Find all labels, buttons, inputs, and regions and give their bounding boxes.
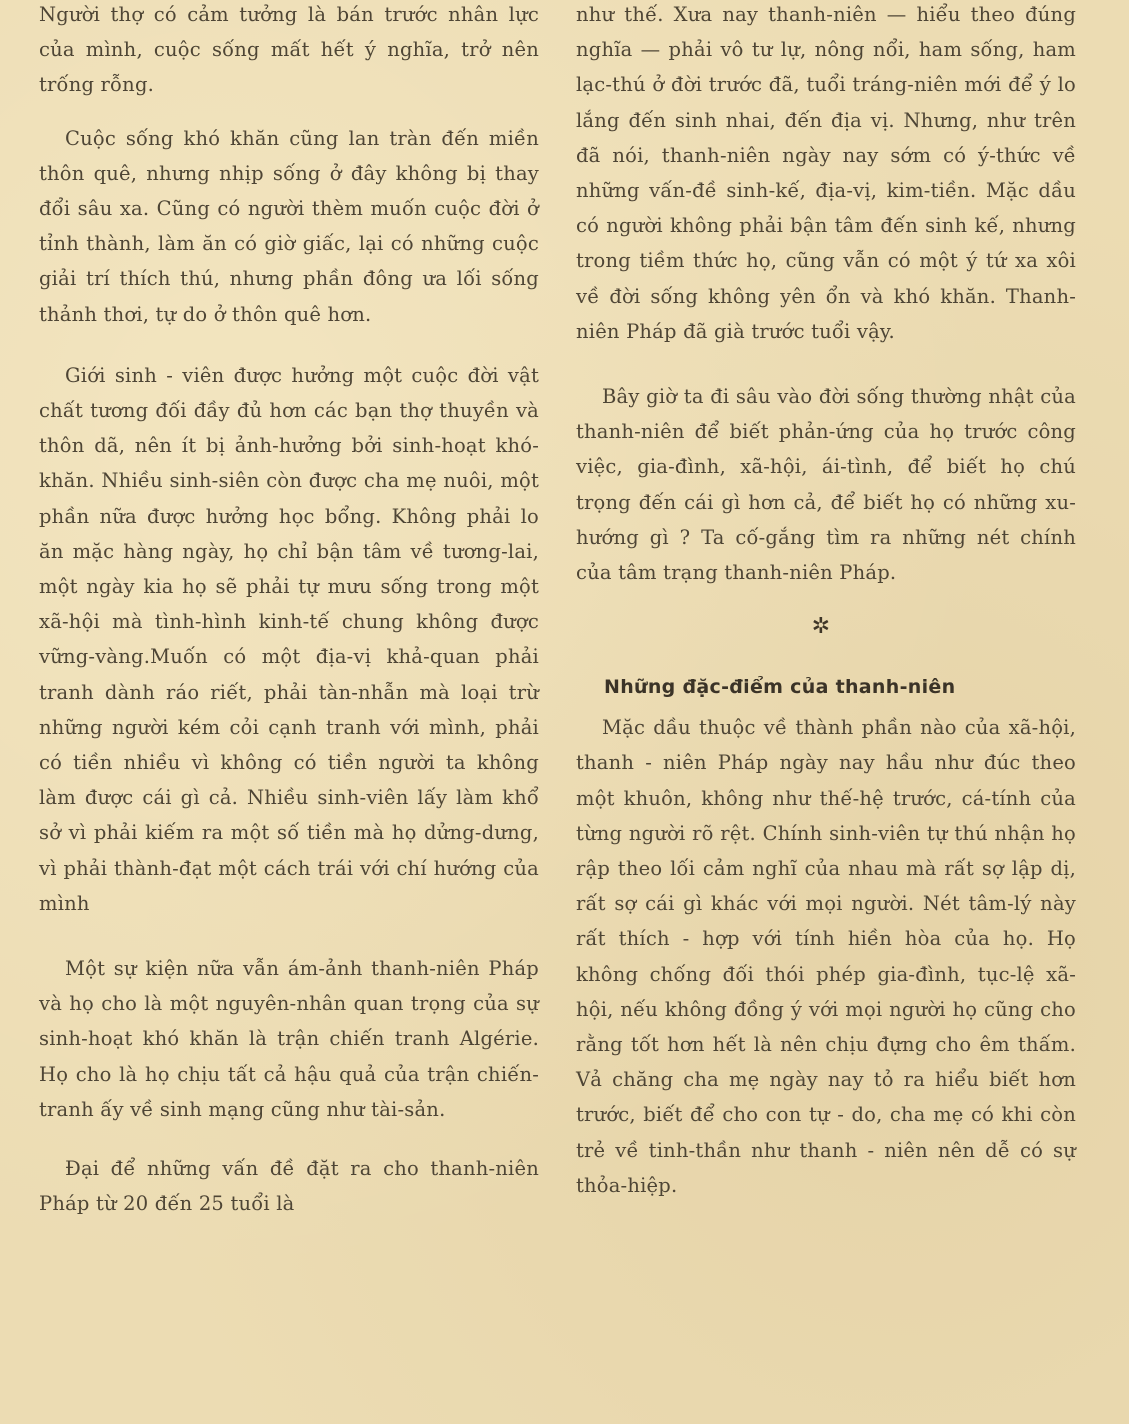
section-ornament-icon: ✲ bbox=[811, 614, 831, 640]
left-column bbox=[39, 0, 539, 1222]
paragraph-students: Giới sinh - viên được hưởng một cuộc đời vật chất tương đối đầy đủ hơn các bạn thợ thuyền và thôn dã, nên ít bị ảnh-hưởng bởi sinh-hoạt khó-khăn. Nhiều sinh-siên còn được cha mẹ nuôi, một phần nữa được hưởng học bổng. Không phải lo ăn mặc hàng ngày, họ chỉ bận tâm về tương-lai, một ngày kia họ sẽ phải tự mưu sống trong một xã-hội mà tình-hình kinh-tế chung không được vững-vàng.Muốn có một địa-vị khả-quan phải tranh dành ráo riết, phải tàn-nhẫn mà loại trừ những người kém cỏi cạnh tranh với mình, phải có tiền nhiều vì không có tiền người ta không làm được cái gì cả. Nhiều sinh-viên lấy làm khổ sở vì phải kiếm ra một số tiền mà họ dửng-dưng, vì phải thành-đạt một cách trái với chí hướng của mình bbox=[39, 363, 539, 915]
paragraph-youth-aged-early: như thế. Xưa nay thanh-niên — hiểu theo đúng nghĩa — phải vô tư lự, nông nổi, ham sống, ham lạc-thú ở đời trước đã, tuổi tráng-niên mới để ý lo lắng đến sinh nhai, đến địa vị. Nhưng, như trên đã nói, thanh-niên ngày nay sớm có ý-thức về những vấn-đề sinh-kế, địa-vị, kim-tiền. Mặc dầu có người không phải bận tâm đến sinh kế, nhưng trong tiềm thức họ, cũng vẫn có một ý tứ xa xôi về đời sống không yên ổn và khó khăn. Thanh-niên Pháp đã già trước tuổi vậy. bbox=[576, 3, 1076, 343]
paragraph-countryside: Cuộc sống khó khăn cũng lan tràn đến miền thôn quê, nhưng nhịp sống ở đây không bị thay đổi sâu xa. Cũng có người thèm muốn cuộc đời ở tỉnh thành, làm ăn có giờ giấc, lại có những cuộc giải trí thích thú, nhưng phần đông ưa lối sống thảnh thơi, tự do ở thôn quê hơn. bbox=[39, 126, 539, 326]
paragraph-daily-life: Bây giờ ta đi sâu vào đời sống thường nhật của thanh-niên để biết phản-ứng của họ trước công việc, gia-đình, xã-hội, ái-tình, để biết họ chú trọng đến cái gì hơn cả, để biết họ có những xu-hướng gì ? Ta cố-gắng tìm ra những nét chính của tâm trạng thanh-niên Pháp. bbox=[576, 385, 1076, 585]
paragraph-characteristics: Mặc dầu thuộc về thành phần nào của xã-hội, thanh - niên Pháp ngày nay hầu như đúc theo một khuôn, không như thế-hệ trước, cá-tính của từng người rõ rệt. Chính sinh-viên tự thú nhận họ rập theo lối cảm nghĩ của nhau mà rất sợ lập dị, rất sợ cái gì khác với mọi người. Nét tâm-lý này rất thích - hợp với tính hiền hòa của họ. Họ không chống đối thói phép gia-đình, tục-lệ xã-hội, nếu không đồng ý với mọi người họ cũng cho rằng tốt hơn hết là nên chịu đựng cho êm thấm. Vả chăng cha mẹ ngày nay tỏ ra hiểu biết hơn trước, biết để cho con tự - do, cha mẹ có khi còn trẻ về tinh-thần như thanh - niên nên dễ có sự thỏa-hiệp. bbox=[576, 716, 1076, 1197]
section-heading: Những đặc-điểm của thanh-niên bbox=[604, 676, 956, 699]
paragraph-algeria-war: Một sự kiện nữa vẫn ám-ảnh thanh-niên Pháp và họ cho là một nguyên-nhân quan trọng của sự sinh-hoạt khó khăn là trận chiến tranh Algérie. Họ cho là họ chịu tất cả hậu quả của trận chiến-tranh ấy về sinh mạng cũng như tài-sản. bbox=[39, 957, 539, 1121]
right-column bbox=[576, 0, 1076, 1203]
paragraph-workers-meaning: Người thợ có cảm tưởng là bán trước nhân lực của mình, cuộc sống mất hết ý nghĩa, trở nên trống rỗng. bbox=[39, 3, 539, 97]
paragraph-problems-intro: Đại để những vấn đề đặt ra cho thanh-niên Pháp từ 20 đến 25 tuổi là bbox=[39, 1157, 539, 1216]
